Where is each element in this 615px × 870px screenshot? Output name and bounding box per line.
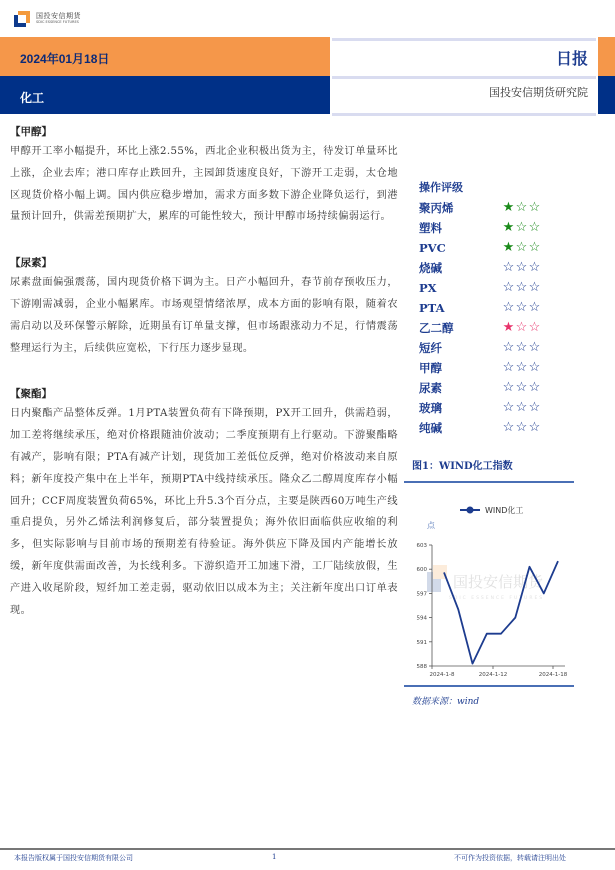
data-source: 数据来源：wind bbox=[412, 697, 480, 707]
x-tick-label: 2024-1-18 bbox=[538, 672, 568, 678]
section-urea bbox=[10, 255, 398, 359]
rating-product-name: 烧碱 bbox=[419, 261, 442, 275]
y-tick-label: 588 bbox=[416, 664, 427, 670]
star-outline-icon: ☆ bbox=[502, 300, 515, 315]
star-outline-icon: ☆ bbox=[502, 420, 515, 435]
rating-product-name: 聚丙烯 bbox=[419, 201, 454, 215]
star-outline-icon: ☆ bbox=[515, 200, 528, 215]
section-title: 【尿素】 bbox=[10, 257, 52, 270]
company-logo bbox=[14, 8, 81, 30]
star-outline-icon: ☆ bbox=[528, 300, 541, 315]
star-filled-icon: ★ bbox=[502, 240, 515, 255]
star-outline-icon: ☆ bbox=[528, 360, 541, 375]
star-rating-icon bbox=[502, 298, 541, 318]
y-tick-label: 600 bbox=[416, 567, 427, 574]
star-rating-icon bbox=[502, 278, 541, 298]
y-axis-label: 点 bbox=[427, 521, 435, 530]
star-outline-icon: ☆ bbox=[515, 420, 528, 435]
figure-divider bbox=[404, 481, 574, 483]
star-outline-icon: ☆ bbox=[528, 220, 541, 235]
star-outline-icon: ☆ bbox=[515, 300, 528, 315]
legend-label: WIND化工 bbox=[485, 506, 524, 515]
rating-product-name: 玻璃 bbox=[419, 401, 442, 415]
rating-row bbox=[419, 278, 599, 298]
star-outline-icon: ☆ bbox=[528, 280, 541, 295]
figure-title: 图1：WIND化工指数 bbox=[412, 461, 513, 472]
legend-marker-icon bbox=[467, 507, 474, 514]
star-outline-icon: ☆ bbox=[528, 320, 541, 335]
rating-title: 操作评级 bbox=[419, 181, 463, 194]
star-outline-icon: ☆ bbox=[515, 380, 528, 395]
section-methanol bbox=[10, 124, 398, 228]
y-tick-label: 591 bbox=[416, 639, 427, 646]
report-sector: 化工 bbox=[20, 91, 45, 105]
star-outline-icon: ☆ bbox=[528, 200, 541, 215]
institute-name: 国投安信期货研究院 bbox=[489, 86, 588, 99]
rating-row bbox=[419, 218, 599, 238]
rating-table bbox=[419, 178, 599, 438]
rating-row bbox=[419, 318, 599, 338]
rating-product-name: PX bbox=[419, 281, 437, 295]
star-outline-icon: ☆ bbox=[515, 340, 528, 355]
rating-row bbox=[419, 298, 599, 318]
star-rating-icon bbox=[502, 398, 541, 418]
footer-divider bbox=[0, 848, 615, 850]
star-rating-icon bbox=[502, 258, 541, 278]
star-outline-icon: ☆ bbox=[515, 240, 528, 255]
footer-copyright: 本报告版权属于国投安信期货有限公司 bbox=[14, 854, 133, 862]
star-rating-icon bbox=[502, 218, 541, 238]
rating-product-name: 短纤 bbox=[419, 341, 442, 355]
section-body: 尿素盘面偏强震荡，国内现货价格下调为主。日产小幅回升，春节前存预收压力，下游刚需减弱，企业小幅累库。市场观望情绪浓厚，成本方面的影响有限，随着农需启动以及环保警示解除，近期虽有订单量支撑，但市场跟涨动力不足，行情震荡整理运行为主，后续供应宽松，下行压力逐步显现。 bbox=[10, 277, 398, 354]
logo-name-en: SDIC ESSENCE FUTURES bbox=[36, 20, 79, 25]
section-title: 【聚酯】 bbox=[10, 388, 52, 401]
y-tick-label: 594 bbox=[416, 615, 427, 622]
logo-icon bbox=[14, 11, 30, 27]
svg-text:国投安信期货: 国投安信期货 bbox=[453, 573, 544, 591]
rating-row bbox=[419, 418, 599, 438]
star-rating-icon bbox=[502, 358, 541, 378]
star-outline-icon: ☆ bbox=[515, 220, 528, 235]
rating-row bbox=[419, 378, 599, 398]
rating-product-name: 纯碱 bbox=[419, 421, 442, 435]
x-tick-label: 2024-1-8 bbox=[429, 672, 455, 678]
rating-row bbox=[419, 398, 599, 418]
rating-row bbox=[419, 258, 599, 278]
star-rating-icon bbox=[502, 338, 541, 358]
section-polyester bbox=[10, 386, 398, 621]
star-outline-icon: ☆ bbox=[528, 380, 541, 395]
rating-row bbox=[419, 238, 599, 258]
rating-product-name: PVC bbox=[419, 241, 446, 255]
rating-product-name: 塑料 bbox=[419, 221, 442, 235]
rating-product-name: 乙二醇 bbox=[419, 321, 454, 335]
star-filled-icon: ★ bbox=[502, 320, 515, 335]
star-rating-icon bbox=[502, 418, 541, 438]
report-title-box bbox=[330, 36, 598, 118]
rating-product-name: 甲醇 bbox=[419, 361, 442, 375]
star-outline-icon: ☆ bbox=[502, 260, 515, 275]
star-outline-icon: ☆ bbox=[502, 380, 515, 395]
report-date: 2024年01月18日 bbox=[20, 52, 110, 66]
rating-product-name: PTA bbox=[419, 301, 445, 315]
rating-row bbox=[419, 198, 599, 218]
star-rating-icon bbox=[502, 318, 541, 338]
star-outline-icon: ☆ bbox=[515, 400, 528, 415]
rating-row bbox=[419, 338, 599, 358]
y-tick-label: 603 bbox=[416, 543, 427, 549]
section-body: 日内聚酯产品整体反弹。1月PTA装置负荷有下降预期，PX开工回升，供需趋弱，加工差将继续承压，绝对价格跟随油价波动；二季度预期有上行驱动。下游聚酯略有减产，影响有限；PTA有减产计划，现货加工差低位反弹，绝对价格波动来自原料；新年度投产集中在上半年，预期PTA中线持续承压。隆众乙二醇周度库存小幅回升；CCF周度装置负荷65%，环比上升5.3个百分点，主要是陕西60万吨生产线重启提负，另外乙烯法利润修复后，部分装置提负；海外依旧面临供应收缩的利多，但实际影响与目前市场的预期差有待验证。海外供应下降及国内产能增长放缓，新年度供需面改善，为长线利多。下游织造开工加速下滑，工厂陆续放假，生产进入收尾阶段，短纤加工差走弱，驱动依旧以成本为主；关注新年度出口订单表现。 bbox=[10, 408, 398, 616]
star-outline-icon: ☆ bbox=[515, 260, 528, 275]
star-outline-icon: ☆ bbox=[515, 320, 528, 335]
report-type: 日报 bbox=[555, 49, 588, 68]
section-body: 甲醇开工率小幅提升，环比上涨2.55%，西北企业积极出货为主，待发订单量环比上涨，企业去库；港口库存止跌回升，主园卸货速度良好，下游开工走弱，太仓地区现货价格小幅上调。国内供应稳步增加，需求方面多数下游企业降负运行，到港量预计回升，供需差预期扩大，累库的可能性较大，预计甲醇市场持续偏弱运行。 bbox=[10, 146, 398, 223]
footer-disclaimer: 不可作为投资依据，转载请注明出处 bbox=[454, 854, 566, 862]
rating-product-name: 尿素 bbox=[419, 381, 442, 395]
star-filled-icon: ★ bbox=[502, 200, 515, 215]
y-tick-label: 597 bbox=[416, 591, 427, 598]
star-outline-icon: ☆ bbox=[528, 400, 541, 415]
logo-name-cn: 国投安信期货 bbox=[36, 12, 81, 21]
star-outline-icon: ☆ bbox=[502, 400, 515, 415]
section-title: 【甲醇】 bbox=[10, 126, 52, 138]
star-filled-icon: ★ bbox=[502, 220, 515, 235]
watermark bbox=[427, 565, 544, 601]
star-outline-icon: ☆ bbox=[502, 340, 515, 355]
star-outline-icon: ☆ bbox=[528, 340, 541, 355]
star-outline-icon: ☆ bbox=[515, 360, 528, 375]
star-outline-icon: ☆ bbox=[515, 280, 528, 295]
source-divider bbox=[404, 685, 574, 687]
star-outline-icon: ☆ bbox=[502, 360, 515, 375]
rating-row bbox=[419, 358, 599, 378]
star-rating-icon bbox=[502, 378, 541, 398]
star-rating-icon bbox=[502, 238, 541, 258]
star-outline-icon: ☆ bbox=[528, 240, 541, 255]
star-rating-icon bbox=[502, 198, 541, 218]
star-outline-icon: ☆ bbox=[502, 280, 515, 295]
commentary-column bbox=[10, 124, 398, 648]
page-number: 1 bbox=[272, 853, 277, 861]
star-outline-icon: ☆ bbox=[528, 260, 541, 275]
star-outline-icon: ☆ bbox=[528, 420, 541, 435]
svg-text:SDIC ESSENCE FUTURES: SDIC ESSENCE FUTURES bbox=[449, 596, 545, 601]
wind-chem-index-chart bbox=[405, 495, 605, 685]
x-tick-label: 2024-1-12 bbox=[478, 672, 508, 678]
